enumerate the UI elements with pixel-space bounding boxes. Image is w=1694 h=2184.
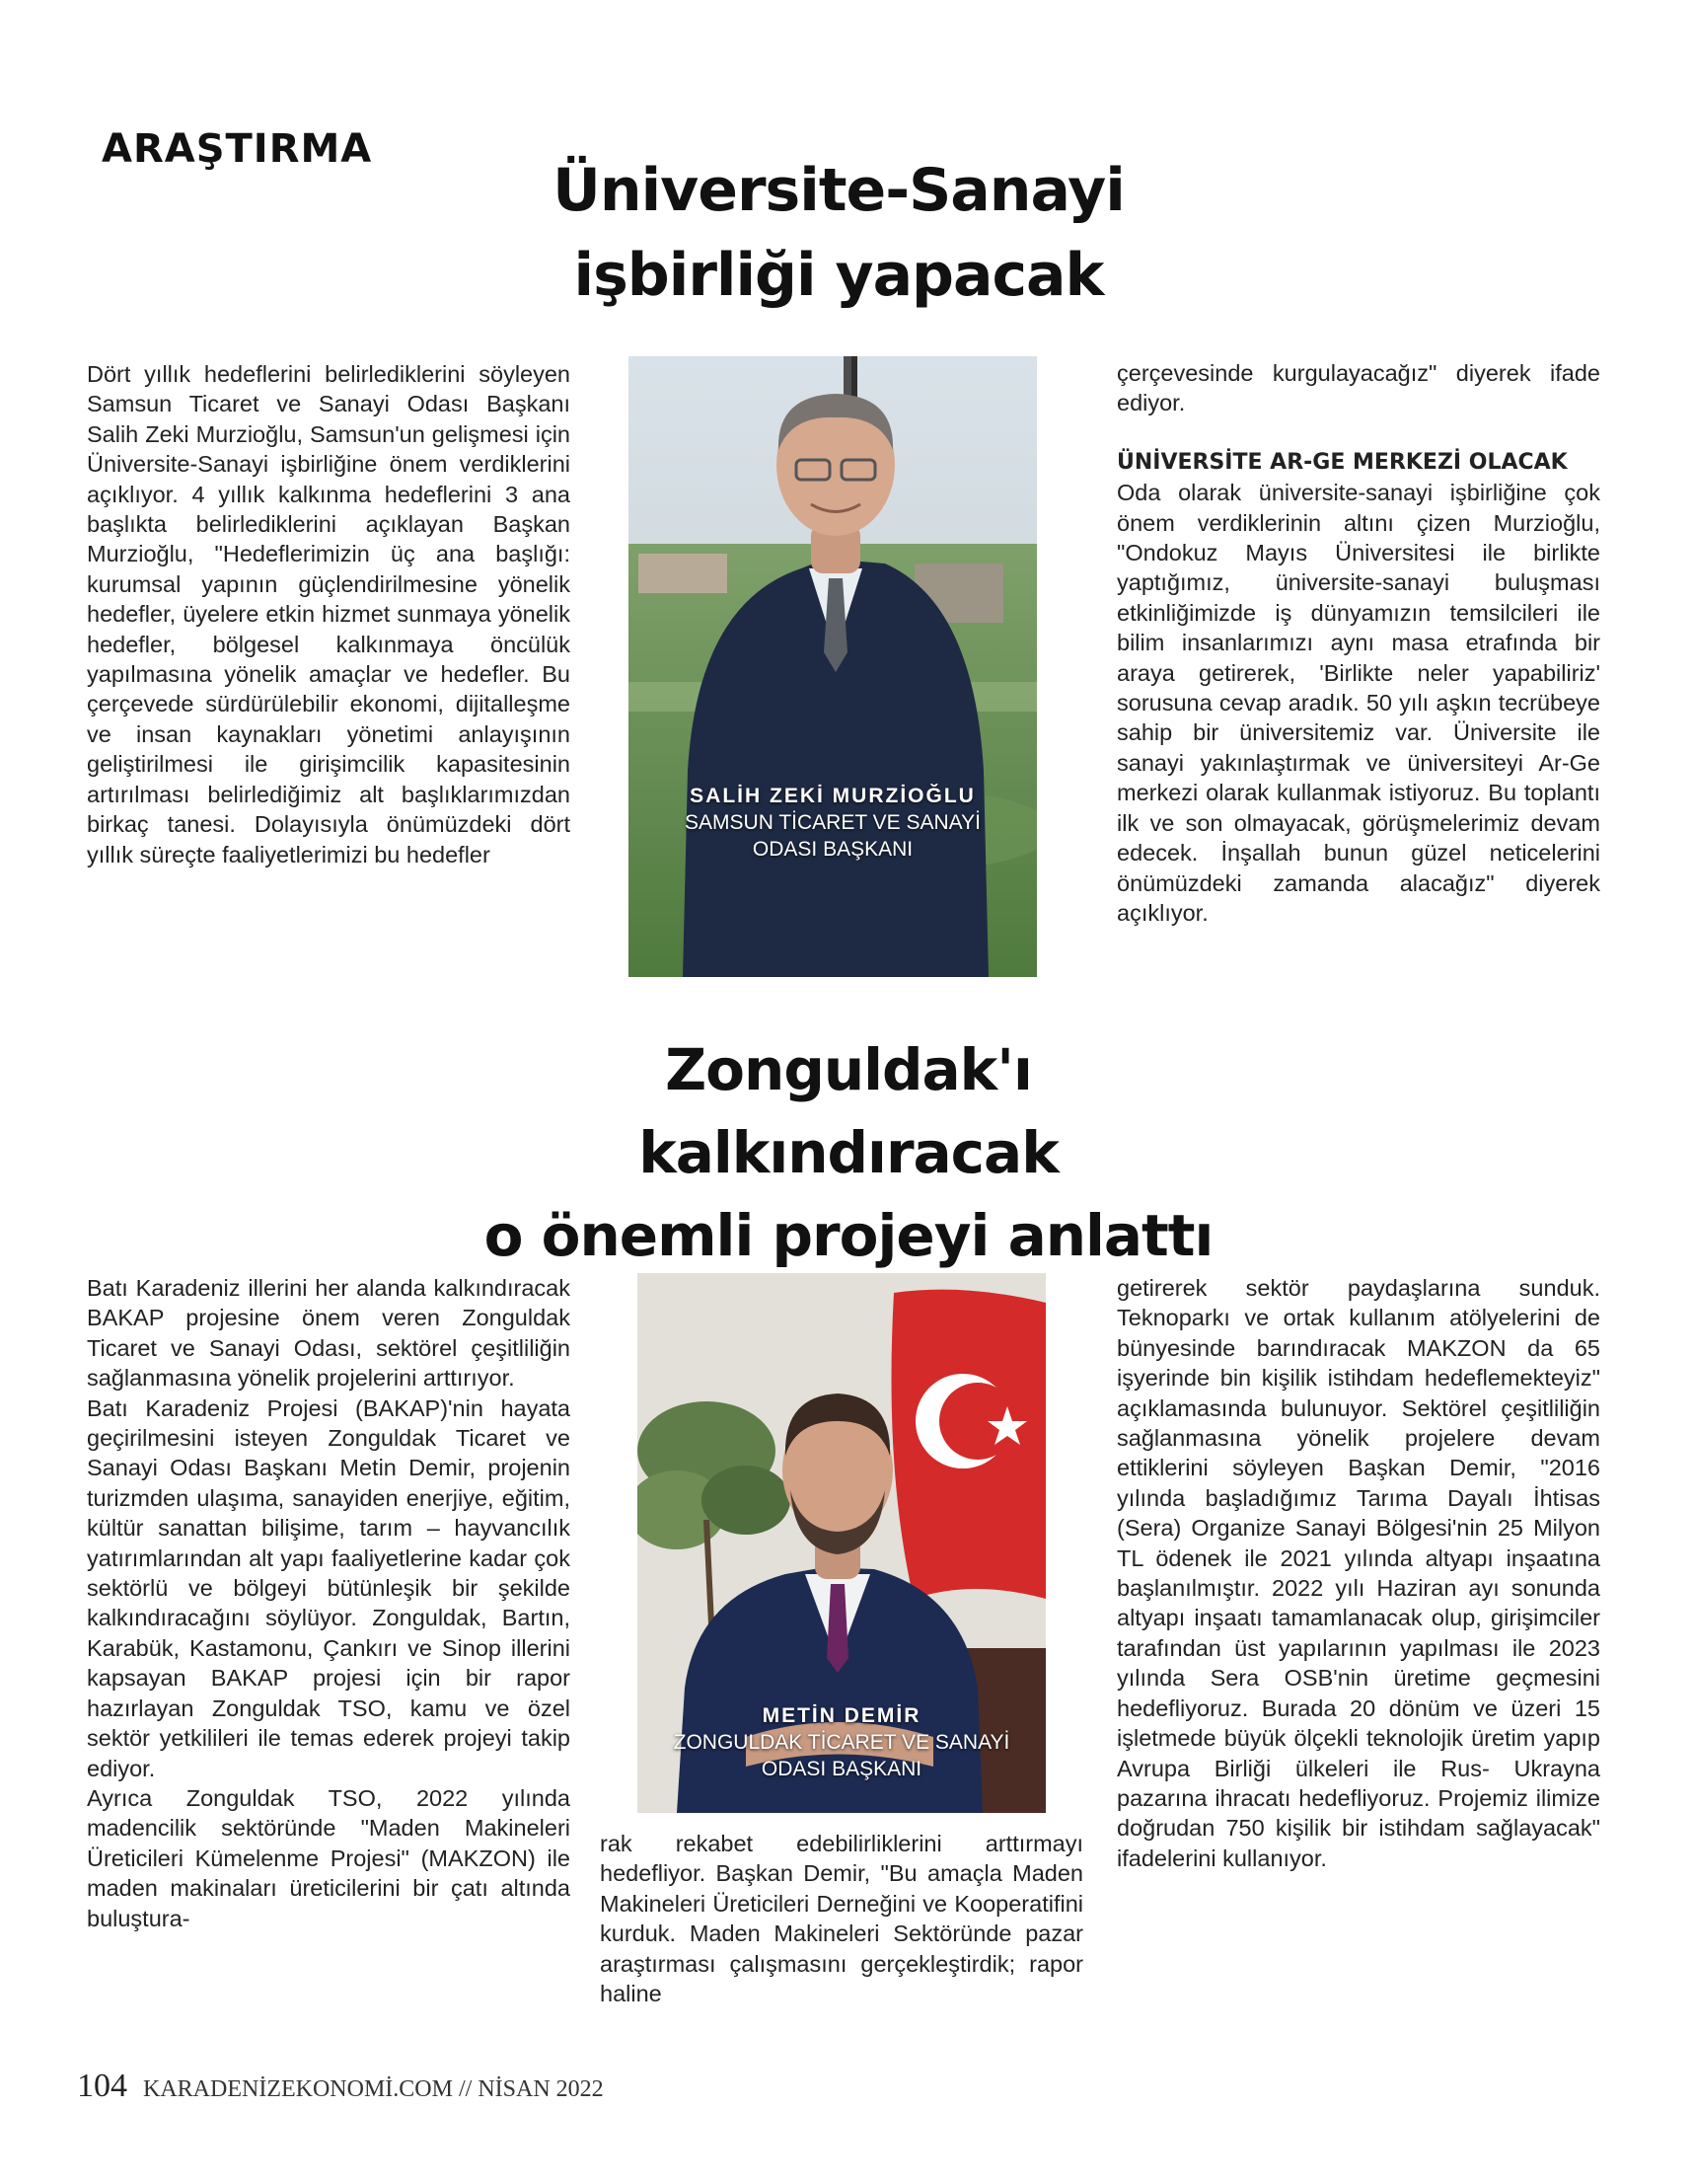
article-1-photo-caption bbox=[628, 783, 1037, 863]
article-2-headline bbox=[355, 1028, 1342, 1277]
article-2-body-text-continued: rak rekabet edebilirliklerini arttırmayı hedefliyor. Başkan Demir, "Bu amaçla Maden Makineleri Üreticileri Derneğini ve Kooperatifini kurduk. Maden Makineleri Sektöründe pazar araştırması çalışmasını gerçekleştirdik; rapor haline bbox=[600, 1831, 1083, 2007]
article-1-headline bbox=[464, 148, 1214, 318]
article-1-subheading: ÜNİVERSİTE AR-GE MERKEZİ OLACAK bbox=[1117, 449, 1568, 475]
caption-title-line-1: ZONGULDAK TİCARET VE SANAYİ bbox=[673, 1731, 1010, 1754]
article-2-paragraph-1: Batı Karadeniz illerini her alanda kalkındıracak BAKAP projesine önem veren Zonguldak Ticaret ve Sanayi Odası, sektörel çeşitliliğin sağlanmasına yönelik projelerini arttırıyor. bbox=[87, 1275, 570, 1392]
caption-title-line-2: ODASI BAŞKANI bbox=[761, 1758, 922, 1780]
article-1-column-3 bbox=[1117, 358, 1600, 928]
caption-title-line-1: SAMSUN TİCARET VE SANAYİ bbox=[685, 811, 981, 834]
article-2-column-3 bbox=[1117, 1273, 1600, 1873]
article-2-column-1 bbox=[87, 1273, 570, 1933]
article-1-body-text-continued: çerçevesinde kurgulayacağız" diyerek ifade ediyor. bbox=[1117, 360, 1600, 416]
article-2-photo bbox=[637, 1273, 1046, 1813]
portrait-illustration bbox=[628, 356, 1037, 977]
page-footer bbox=[77, 2068, 604, 2105]
article-2-column-2 bbox=[600, 1829, 1083, 2008]
article-2-photo-caption bbox=[637, 1702, 1046, 1782]
article-2-headline-line-3: o önemli projeyi anlattı bbox=[483, 1202, 1214, 1269]
article-1-body-text-subsection: Oda olarak üniversite-sanayi işbirliğine çok önem verdiklerinin altını çizen Murzioğlu, "Ondokuz Mayıs Üniversitesi ile birlikte yaptığımız, üniversite-sanayi buluşması etkinliğimizde iş dünyamızın temsilcileri ile bilim insanlarımızı aynı masa etrafında bir araya getirerek, 'Birlikte neler yapabiliriz' sorusuna cevap aradık. 50 yılı aşkın tecrübeye sahip bir üniversitemiz var. Üniversite ile sanayi yakınlaştırmak ve üniversiteyi Ar-Ge merkezi olarak kullanmak istiyoruz. Bu toplantı ilk ve son olmayacak, görüşmelerimiz devam edecek. İnşallah bunun güzel neticelerini önümüzdeki zamanda alacağız" diyerek açıklıyor. bbox=[1117, 480, 1600, 926]
article-1-headline-line-2: işbirliği yapacak bbox=[573, 241, 1104, 310]
section-label: ARAŞTIRMA bbox=[102, 126, 373, 172]
publication-info: KARADENİZEKONOMİ.COM // NİSAN 2022 bbox=[143, 2076, 604, 2102]
article-1-column-1 bbox=[87, 359, 570, 869]
article-2-headline-line-2: kalkındıracak bbox=[638, 1119, 1059, 1186]
caption-title-line-2: ODASI BAŞKANI bbox=[752, 838, 914, 861]
page-number: 104 bbox=[77, 2068, 127, 2104]
article-2-body-text-final: getirerek sektör paydaşlarına sunduk. Teknoparkı ve ortak kullanım atölyelerini de bünyesinde barındıracak MAKZON da 65 işyerinde bin kişilik istihdam hedeflemekteyiz" açıklamasında bulunuyor. Sektörel çeşitliliğin sağlanmasına yönelik projelere devam ettiklerini söyleyen Başkan Demir, "2016 yılında başladığımız Tarıma Dayalı İhtisas (Sera) Organize Sanayi Bölgesi'nin 25 Milyon TL ödenek ile 2021 yılında altyapı inşaatına başlanılmıştır. 2022 yılı Haziran ayı sonunda altyapı inşaatı tamamlanacak olup, girişimciler tarafından üst yapılarının yapılması ile 2023 yılında Sera OSB'nin üretime geçmesini hedefliyoruz. Burada 20 dönüm ve üzeri 15 işletmede büyük ölçekli teknolojik üretim yapıp Avrupa Birliği ülkeleri ile Rus- Ukrayna pazarına ihracatı hedefliyoruz. Projemiz ilimize doğrudan 750 kişilik bir istihdam sağlayacak" ifadelerini kullanıyor. bbox=[1117, 1275, 1600, 1871]
article-1-photo bbox=[628, 356, 1037, 977]
article-2-paragraph-3: Ayrıca Zonguldak TSO, 2022 yılında madencilik sektöründe "Maden Makineleri Üreticileri Kümelenme Projesi" (MAKZON) ile maden makinaları üreticilerini bir çatı altında buluştura- bbox=[87, 1784, 570, 1931]
article-1-body-text: Dört yıllık hedeflerini belirlediklerini söyleyen Samsun Ticaret ve Sanayi Odası Başkanı Salih Zeki Murzioğlu, Samsun'un gelişmesi için Üniversite-Sanayi işbirliğine önem verdiklerini açıklıyor. 4 yıllık kalkınma hedeflerini 3 ana başlıkta belirlediklerini açıklayan Başkan Murzioğlu, "Hedeflerimizin üç ana başlığı: kurumsal yapının güçlendirilmesine yönelik hedefler, üyelere etkin hizmet sunmaya yönelik hedefler, bölgesel kalkınmaya öncülük yapılmasına yönelik amaçlar ve hedefler. Bu çerçevede sürdürülebilir ekonomi, dijitalleşme ve insan kaynakları yönetimi anlayışının geliştirilmesi ile girişimcilik kapasitesinin artırılması belirlediğimiz alt başlıklarımızdan birkaç tanesi. Dolayısıyla önümüzdeki dört yıllık süreçte faaliyetlerimizi bu hedefler bbox=[87, 361, 570, 867]
caption-person-name: METİN DEMİR bbox=[762, 1704, 921, 1727]
article-2-paragraph-2: Batı Karadeniz Projesi (BAKAP)'nin hayata geçirilmesini isteyen Zonguldak Ticaret ve Sanayi Odası Başkanı Metin Demir, projenin turizmden ulaşıma, sanayiden enerjiye, eğitim, kültür sanattan bilişime, tarım – hayvancılık yatırımlarından alt yapı faaliyetlerine kadar çok sektörlü ve bölgeyi bütünleşik bir şekilde kalkındıracağını söylüyor. Zonguldak, Bartın, Karabük, Kastamonu, Çankırı ve Sinop illerini kapsayan BAKAP projesi için bir rapor hazırlayan Zonguldak TSO, kamu ve özel sektör yetkilileri ile temas ederek projeyi takip ediyor. bbox=[87, 1394, 570, 1781]
article-1-headline-line-1: Üniversite-Sanayi bbox=[552, 156, 1125, 225]
caption-person-name: SALİH ZEKİ MURZİOĞLU bbox=[690, 785, 976, 807]
article-2-headline-line-1: Zonguldak'ı bbox=[665, 1036, 1032, 1103]
